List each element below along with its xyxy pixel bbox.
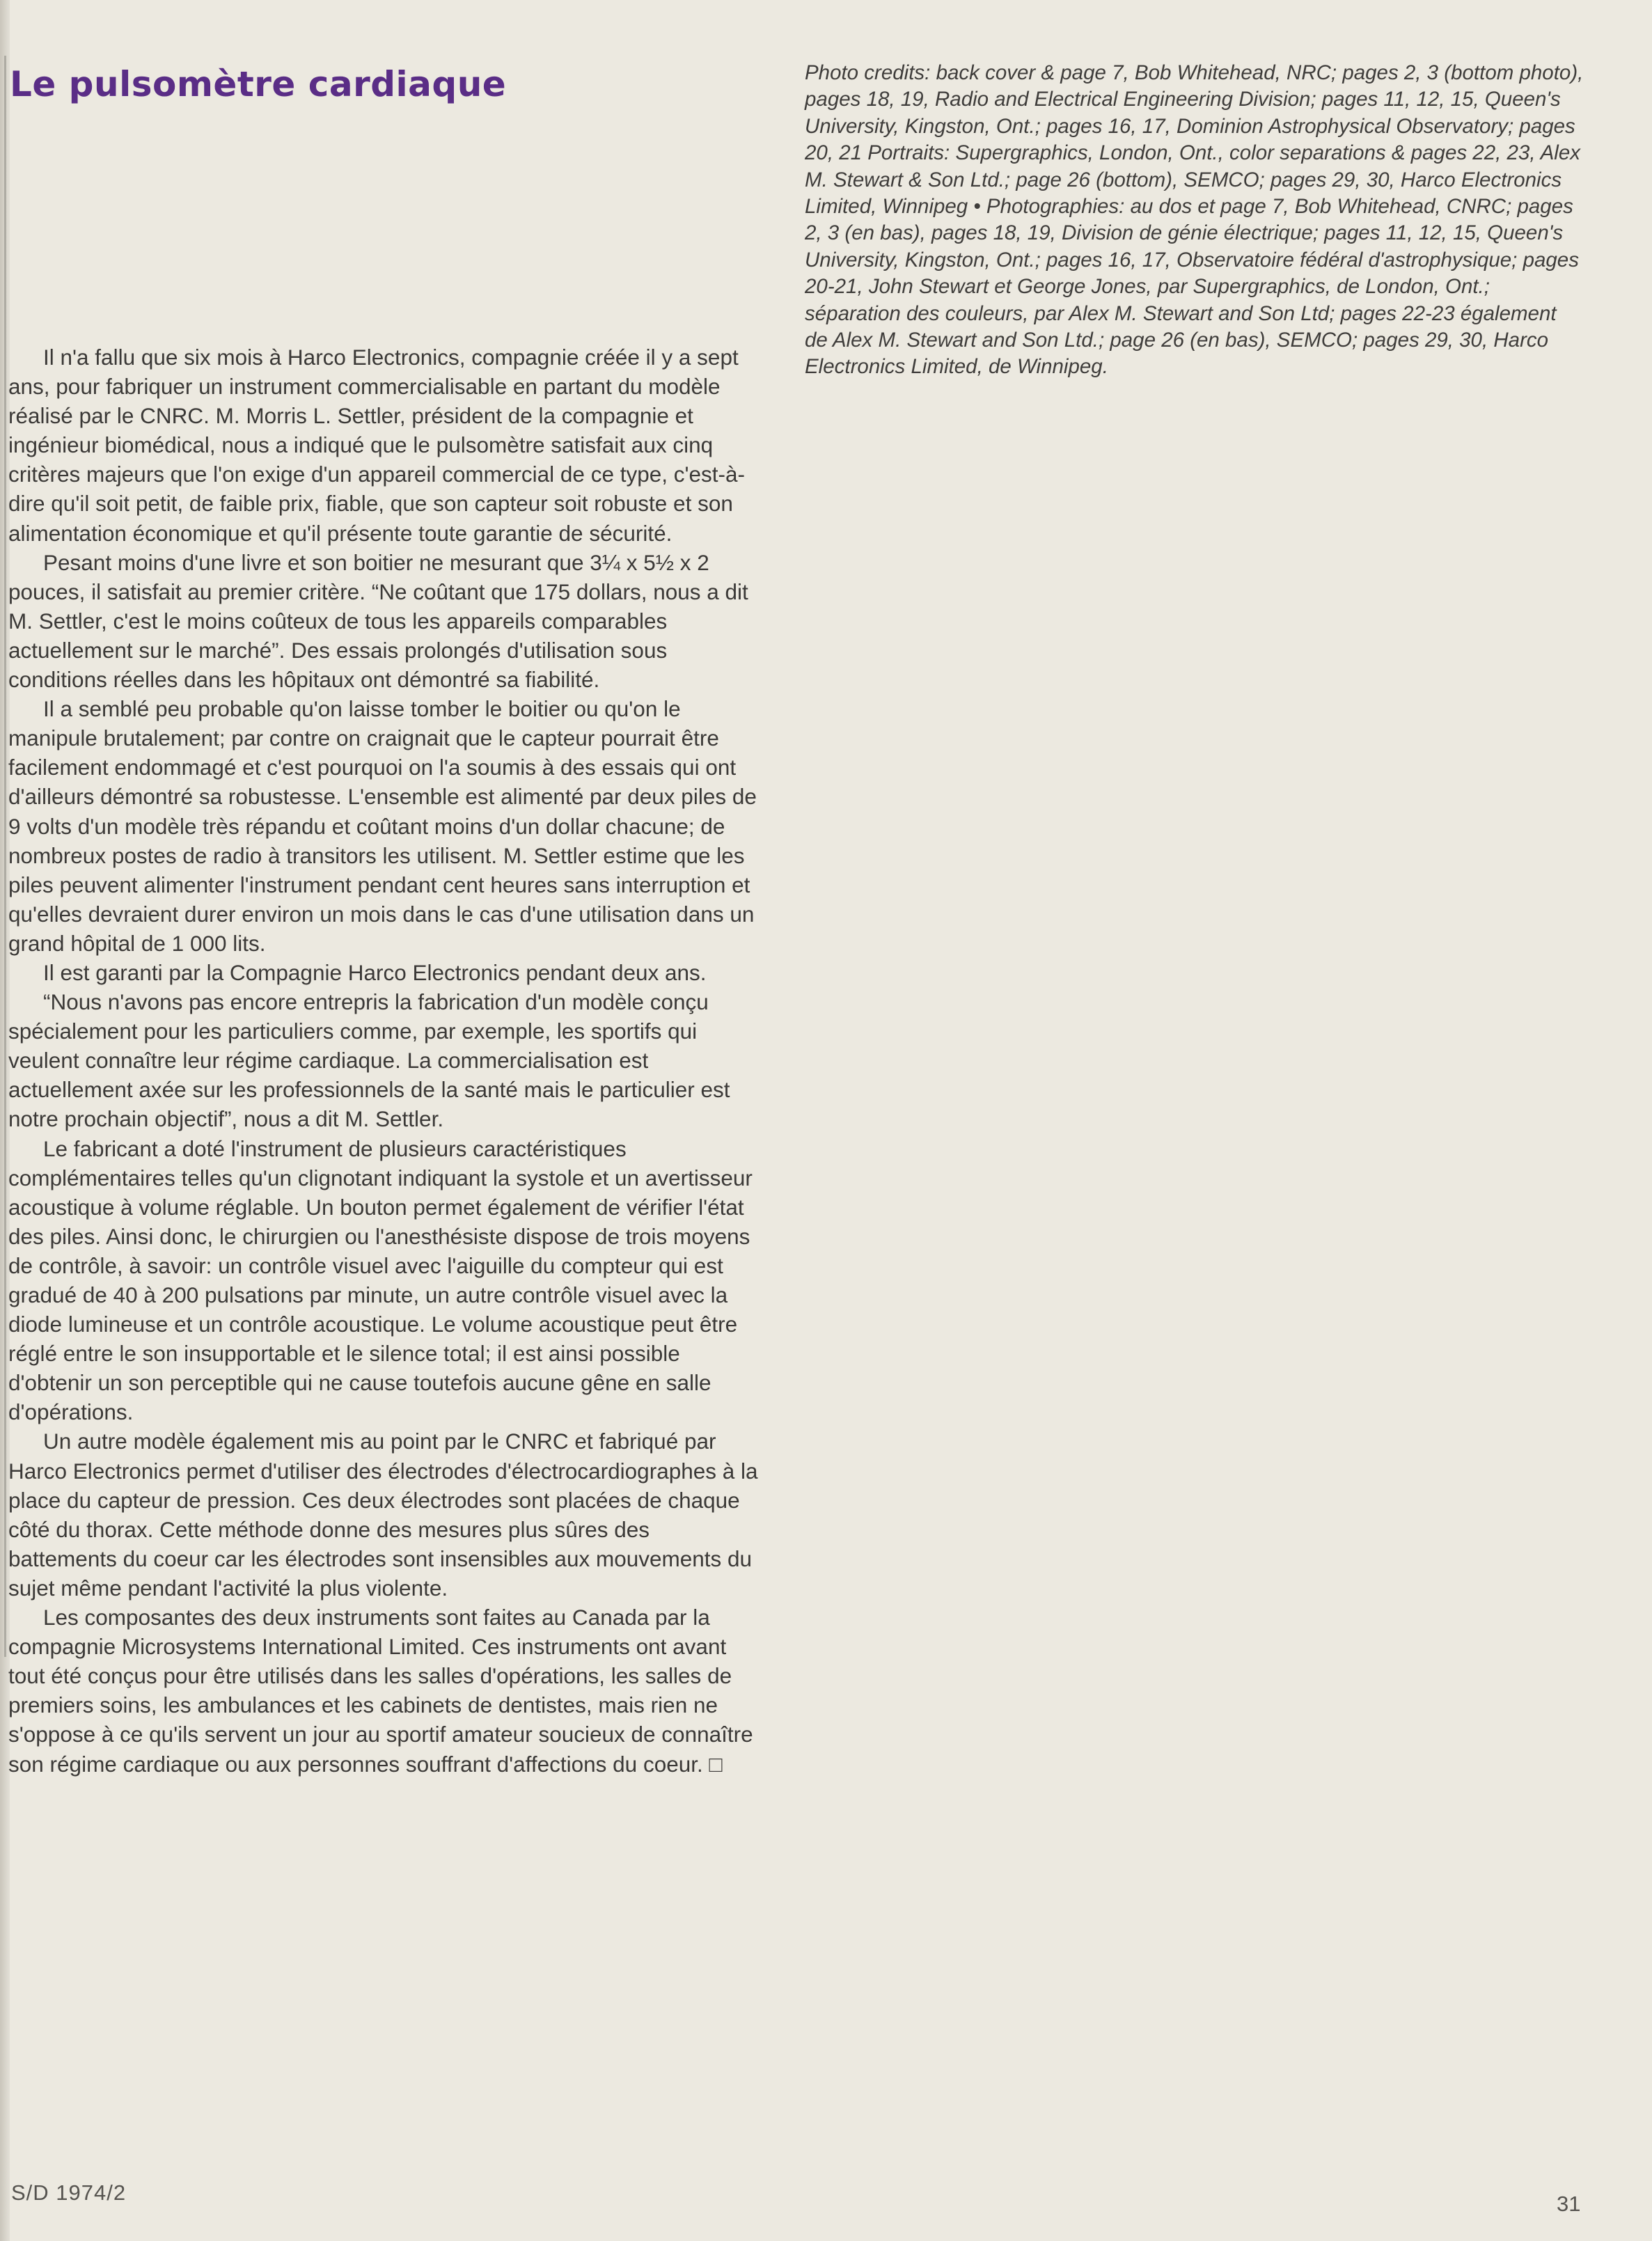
article-body: [8, 343, 760, 1779]
article-paragraph: Il n'a fallu que six mois à Harco Electronics, compagnie créée il y a sept ans, pour fabriquer un instrument commercialisable en partant du modèle réalisé par le CNRC. M. Morris L. Settler, président de la compagnie et ingénieur biomédical, nous a indiqué que le pulsomètre satisfait aux cinq critères majeurs que l'on exige d'un appareil commercial de ce type, c'est-à-dire qu'il soit petit, de faible prix, fiable, que son capteur soit robuste et son alimentation économique et qu'il présente toute garantie de sécurité.: [8, 345, 746, 546]
page-number: 31: [1557, 2192, 1581, 2216]
photo-credits: Photo credits: back cover & page 7, Bob Whitehead, NRC; pages 2, 3 (bottom photo), pages 18, 19, Radio and Electrical Engineering Division; pages 11, 12, 15, Queen's University, Kingston, Ont.; pages 16, 17, Dominion Astrophysical Observatory; pages 20, 21 Portraits: Supergraphics, London, Ont., color separations & pages 22, 23, Alex M. Stewart & Son Ltd.; page 26 (bottom), SEMCO; pages 29, 30, Harco Electronics Limited, Winnipeg • Photographies: au dos et page 7, Bob Whitehead, CNRC; pages 2, 3 (en bas), pages 18, 19, Division de génie électrique; pages 11, 12, 15, Queen's University, Kingston, Ont.; pages 16, 17, Observatoire fédéral d'astrophysique; pages 20-21, John Stewart et George Jones, par Supergraphics, de London, Ont.; séparation des couleurs, par Alex M. Stewart and Son Ltd; pages 22-23 également de Alex M. Stewart and Son Ltd.; page 26 (en bas), SEMCO; pages 29, 30, Harco Electronics Limited, de Winnipeg.: [805, 61, 1584, 379]
article-paragraph: Le fabricant a doté l'instrument de plusieurs caractéristiques complémentaires telles qu'un clignotant indiquant la systole et un avertisseur acoustique à volume réglable. Un bouton permet également de vérifier l'état des piles. Ainsi donc, le chirurgien ou l'anesthésiste dispose de trois moyens de contrôle, à savoir: un contrôle visuel avec l'aiguille du compteur qui est gradué de 40 à 200 pulsations par minute, un autre contrôle visuel avec la diode lumineuse et un contrôle acoustique. Le volume acoustique peut être réglé entre le son insupportable et le silence total; il est ainsi possible d'obtenir un son perceptible qui ne cause toutefois aucune gêne en salle d'opérations.: [8, 1135, 753, 1425]
article-title: Le pulsomètre cardiaque: [10, 64, 507, 104]
article-paragraph: Un autre modèle également mis au point par le CNRC et fabriqué par Harco Electronics permet d'utiliser des électrodes d'électrocardiographes à la place du capteur de pression. Ces deux électrodes sont placées de chaque côté du thorax. Cette méthode donne des mesures plus sûres des battements du coeur car les électrodes sont insensibles aux mouvements du sujet même pendant l'activité la plus violente.: [8, 1429, 758, 1601]
article-paragraph: Il a semblé peu probable qu'on laisse tomber le boitier ou qu'on le manipule brutalement; par contre on craignait que le capteur pourrait être facilement endommagé et c'est pourquoi on l'a soumis à des essais qui ont d'ailleurs démontré sa robustesse. L'ensemble est alimenté par deux piles de 9 volts d'un modèle très répandu et coûtant moins d'un dollar chacune; de nombreux postes de radio à transitors les utilisent. M. Settler estime que les piles peuvent alimenter l'instrument pendant cent heures sans interruption et qu'elles devraient durer environ un mois dans le cas d'une utilisation dans un grand hôpital de 1 000 lits.: [8, 696, 757, 956]
article-paragraph: “Nous n'avons pas encore entrepris la fabrication d'un modèle conçu spécialement pour les particuliers comme, par exemple, les sportifs qui veulent connaître leur régime cardiaque. La commercialisation est actuellement axée sur les professionnels de la santé mais le particulier est notre prochain objectif”, nous a dit M. Settler.: [8, 989, 730, 1132]
binding-edge: [4, 56, 6, 1657]
article-paragraph: Pesant moins d'une livre et son boitier ne mesurant que 3¼ x 5½ x 2 pouces, il satisfait au premier critère. “Ne coûtant que 175 dollars, nous a dit M. Settler, c'est le moins coûteux de tous les appareils comparables actuellement sur le marché”. Des essais prolongés d'utilisation sous conditions réelles dans les hôpitaux ont démontré sa fiabilité.: [8, 549, 748, 693]
article-paragraph: Il est garanti par la Compagnie Harco Electronics pendant deux ans.: [43, 959, 707, 985]
issue-label: S/D 1974/2: [11, 2180, 127, 2205]
article-paragraph: Les composantes des deux instruments sont faites au Canada par la compagnie Microsystems International Limited. Ces instruments ont avant tout été conçus pour être utilisés dans les salles d'opérations, les salles de premiers soins, les ambulances et les cabinets de dentistes, mais rien ne s'oppose à ce qu'ils servent un jour au sportif amateur soucieux de connaître son régime cardiaque ou aux personnes souffrant d'affections du coeur. □: [8, 1605, 753, 1777]
